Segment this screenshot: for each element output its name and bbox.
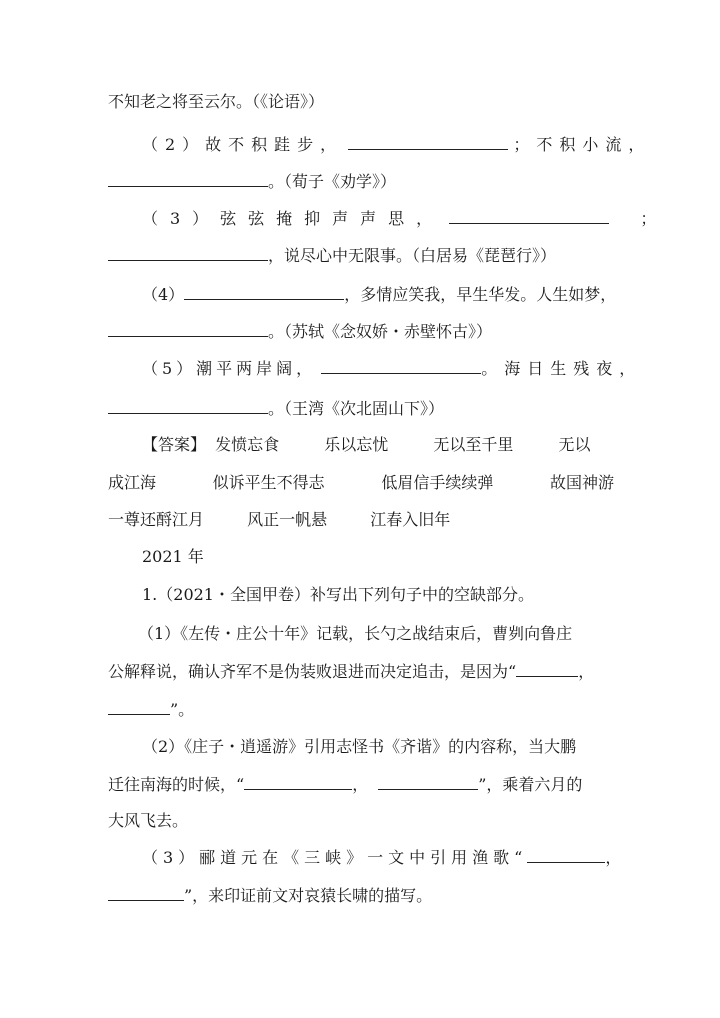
- question-title: 1.（2021・全国甲卷）补写出下列句子中的空缺部分。: [142, 585, 534, 604]
- answer-row: [108, 471, 614, 495]
- text: （3）弦弦掩抑声声思，: [142, 209, 445, 228]
- text: ，: [605, 848, 622, 867]
- answer-item: 似诉平生不得志: [212, 473, 325, 492]
- question-3-line: [108, 243, 614, 267]
- question-5-line: [108, 396, 614, 420]
- sub-question-2: 大风飞去。: [108, 811, 189, 830]
- answer-item: 发愤忘食: [215, 435, 280, 454]
- text: （2）故不积跬步，: [142, 135, 344, 154]
- sub-question-2: [108, 772, 614, 796]
- text: ”，来印证前文对哀猿长啸的描写。: [184, 886, 433, 905]
- sub-question-3: [108, 883, 614, 907]
- text: ，多情应笑我，早生华发。人生如梦，: [344, 285, 617, 304]
- answer-item: 风正一帆悬: [247, 510, 328, 529]
- sub-question-1: （1）《左传・庄公十年》记载，长勺之战结束后，曹刿向鲁庄: [138, 624, 573, 643]
- question-4-line: [108, 282, 617, 306]
- text: 。（荀子《劝学》）: [268, 172, 397, 191]
- answer-blank[interactable]: [108, 883, 184, 901]
- answer-blank[interactable]: [321, 356, 481, 374]
- text: 公解释说，确认齐军不是伪装败退进而决定追击，是因为“: [108, 662, 517, 681]
- sub-question-3: [108, 845, 622, 869]
- question-5-line: [108, 356, 643, 380]
- answer-item: 无以: [558, 435, 591, 454]
- text: （4）: [142, 285, 185, 304]
- answer-row: [108, 508, 614, 532]
- question-3-line: [108, 206, 657, 230]
- answer-blank[interactable]: [184, 282, 344, 300]
- text: ”。: [170, 700, 195, 719]
- answer-item: 一尊还酹江月: [108, 510, 205, 529]
- text: ；不积小流，: [513, 135, 652, 154]
- answer-blank[interactable]: [244, 772, 352, 790]
- answer-blank[interactable]: [108, 319, 268, 337]
- answer-blank[interactable]: [108, 243, 268, 261]
- text-line: 不知老之将至云尔。（《论语》）: [108, 92, 325, 111]
- year-heading: 2021 年: [142, 547, 204, 566]
- answer-blank[interactable]: [516, 659, 578, 677]
- answer-blank[interactable]: [378, 772, 478, 790]
- answer-item: 成江海: [108, 473, 157, 492]
- answer-blank[interactable]: [108, 396, 268, 414]
- text: ，: [578, 662, 595, 681]
- text: ”，乘着六月的: [478, 775, 583, 794]
- answer-blank[interactable]: [108, 169, 268, 187]
- answer-blank[interactable]: [527, 845, 605, 863]
- question-4-line: [108, 319, 614, 343]
- sub-question-2: （2）《庄子・逍遥游》引用志怪书《齐谐》的内容称，当大鹏: [142, 737, 577, 756]
- text: （3）郦道元在《三峡》一文中引用渔歌“: [142, 848, 528, 867]
- answer-item: 无以至千里: [433, 435, 514, 454]
- sub-question-1: [108, 697, 614, 721]
- answer-row: [108, 433, 614, 457]
- text: ，: [352, 775, 369, 794]
- answer-item: 故国神游: [549, 473, 614, 492]
- question-2-line: [108, 132, 652, 156]
- answer-item: 乐以忘忧: [324, 435, 389, 454]
- answer-label: 【答案】: [142, 435, 207, 454]
- answer-blank[interactable]: [108, 697, 170, 715]
- text: 。（王湾《次北固山下》）: [268, 399, 445, 418]
- text: ；: [640, 209, 657, 228]
- question-2-line: [108, 169, 614, 193]
- text: 。海日生残夜，: [481, 359, 643, 378]
- sub-question-1: [108, 659, 614, 683]
- answer-item: 江春入旧年: [370, 510, 451, 529]
- answer-blank[interactable]: [449, 206, 609, 224]
- text: ，说尽心中无限事。（白居易《琵琶行》）: [268, 246, 557, 265]
- text: 。（苏轼《念奴娇・赤壁怀古》）: [268, 322, 493, 341]
- text: （5）潮平两岸阔，: [142, 359, 317, 378]
- text: 迁往南海的时候，“: [108, 775, 245, 794]
- answer-item: 低眉信手续续弹: [381, 473, 494, 492]
- answer-blank[interactable]: [348, 132, 508, 150]
